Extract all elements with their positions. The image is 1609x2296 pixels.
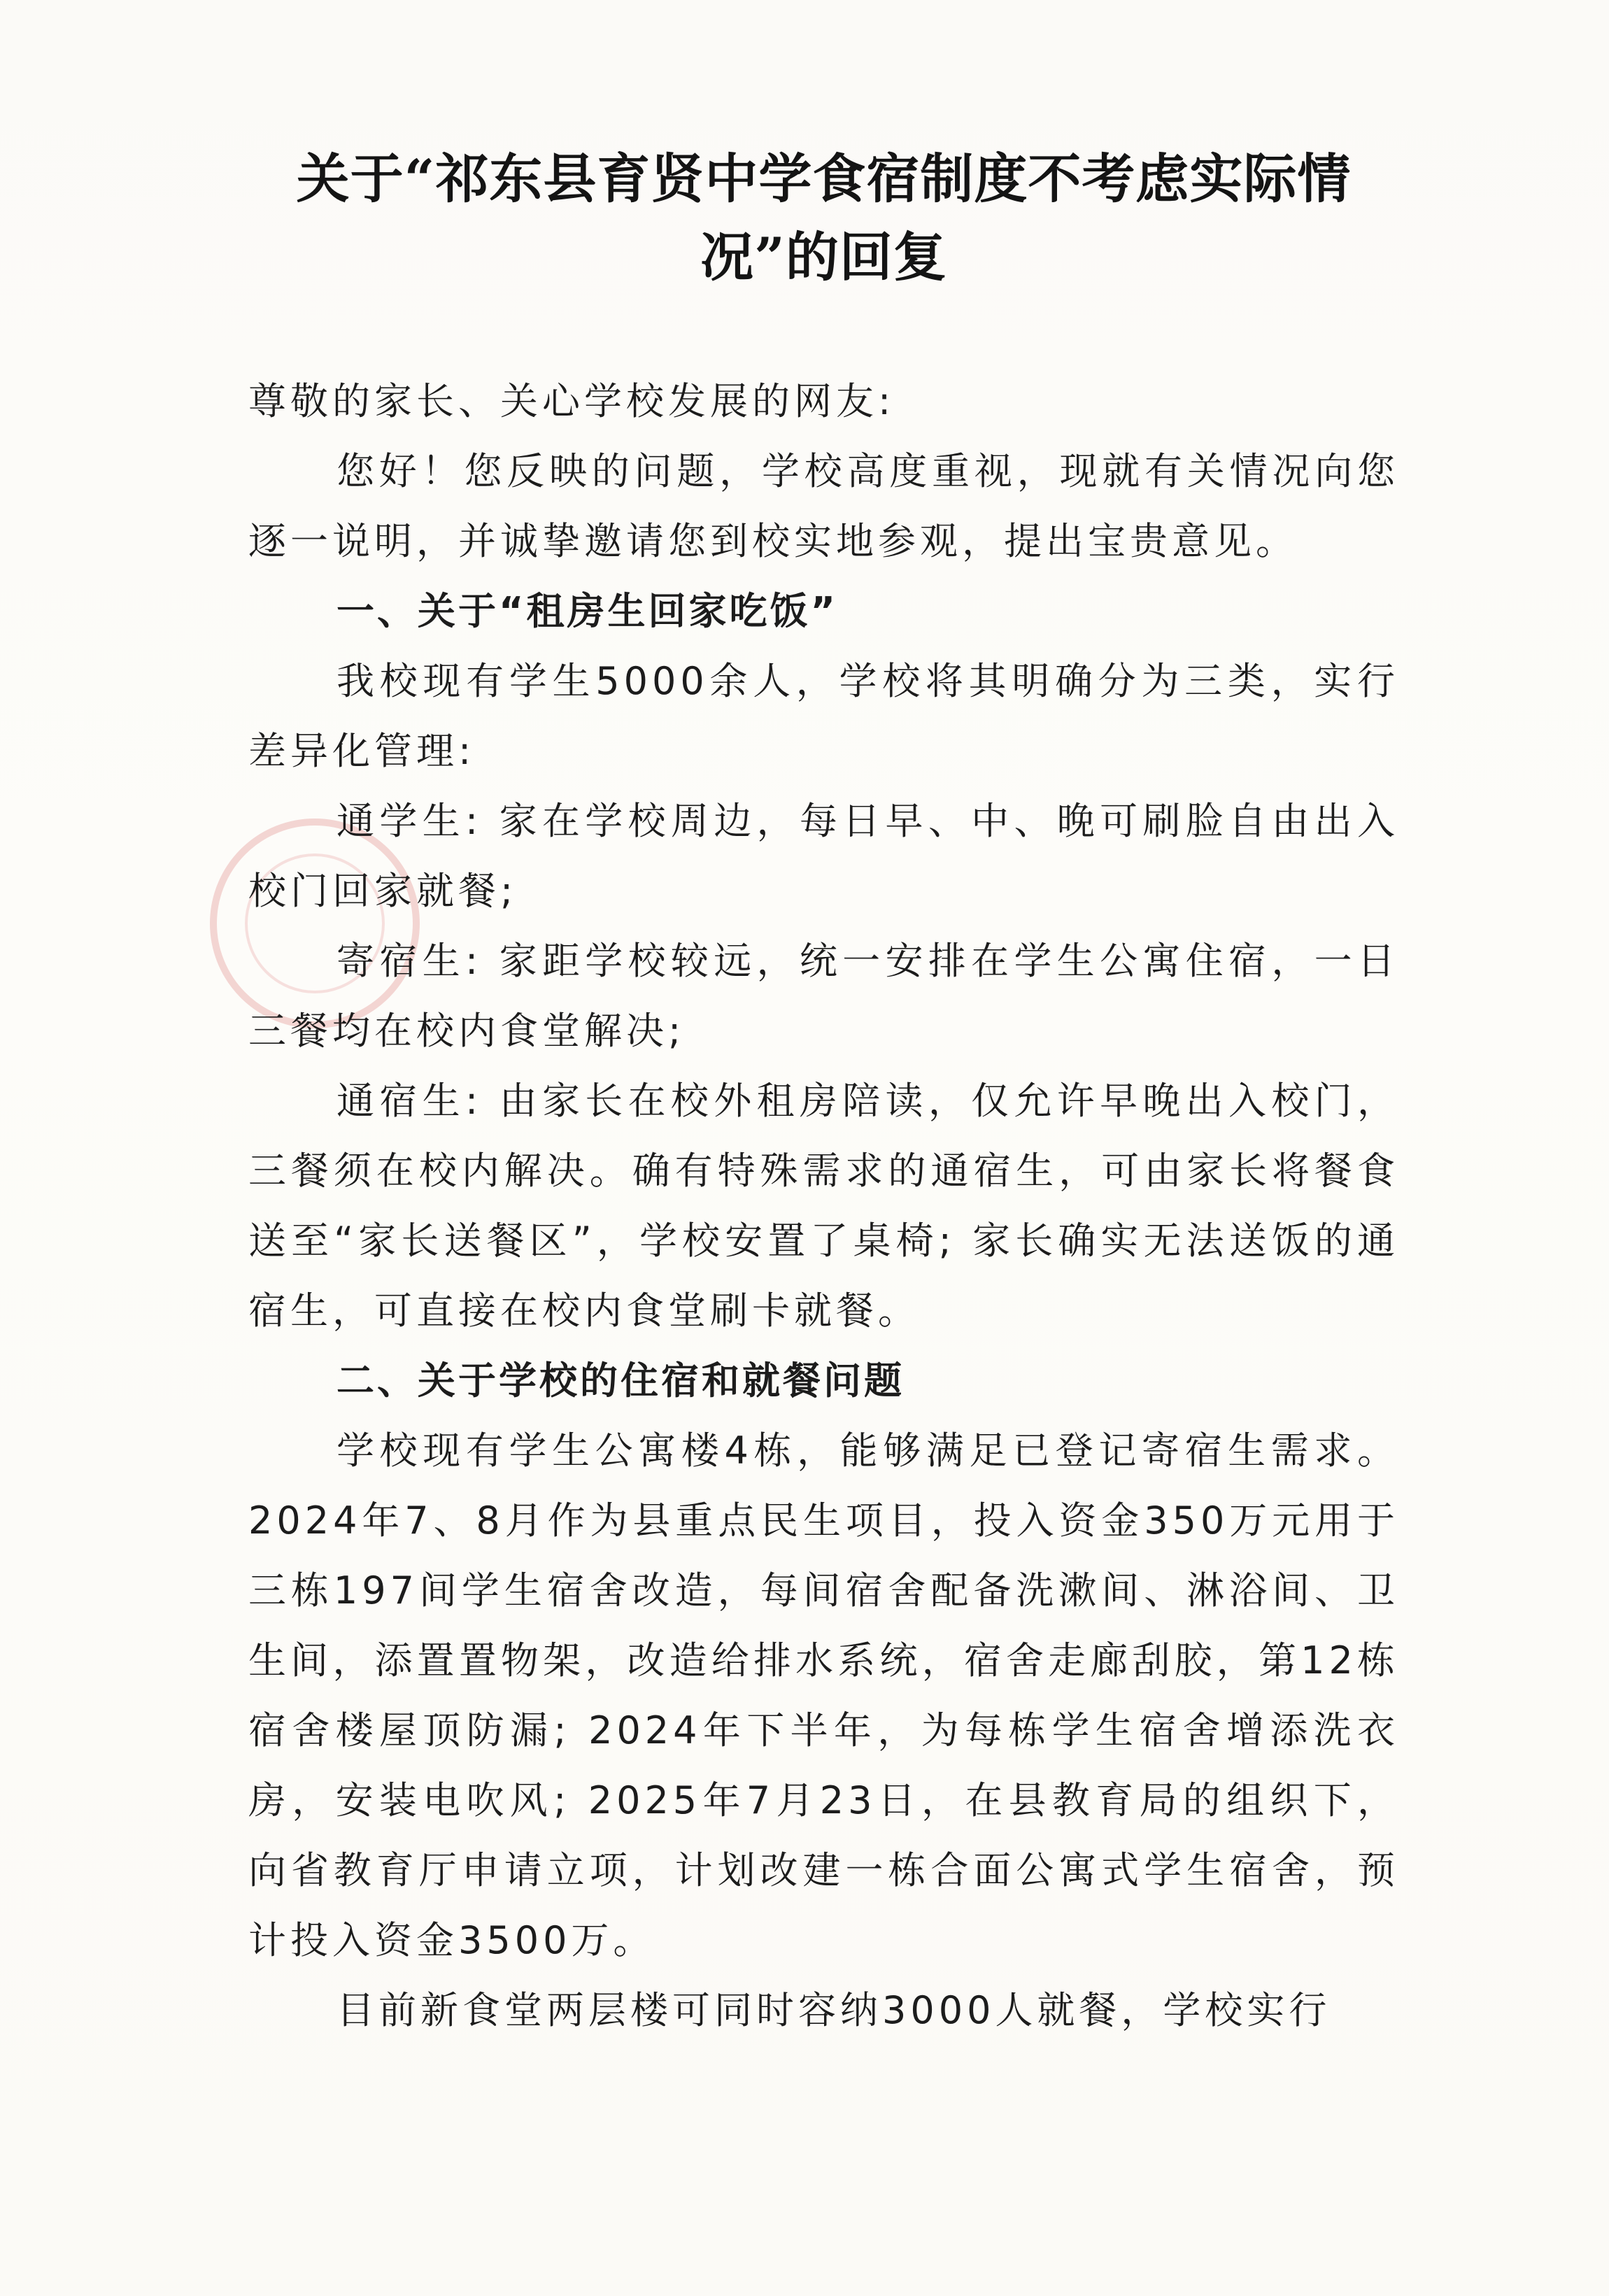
section-1-paragraph-4: 通宿生: 由家长在校外租房陪读，仅允许早晚出入校门，三餐须在校内解决。确有特殊需求的通宿生，可由家长将餐食送至“家长送餐区”，学校安置了桌椅; 家长确实无法送饭的通宿生，可直接在校内食堂刷卡就餐。 [248,1079,1399,1333]
section-1-heading: 一、关于“租房生回家吃饭” [336,589,838,633]
section-2-paragraph-2: 目前新食堂两层楼可同时容纳3000人就餐，学校实行 [336,1988,1331,2032]
intro-paragraph: 您好！您反映的问题，学校高度重视，现就有关情况向您逐一说明，并诚挚邀请您到校实地参观，提出宝贵意见。 [248,449,1399,563]
document-body [248,140,1399,2046]
section-2-heading: 二、关于学校的住宿和就餐问题 [336,1359,905,1403]
section-1-paragraph-2: 通学生: 家在学校周边，每日早、中、晚可刷脸自由出入校门回家就餐; [248,799,1399,913]
section-2-paragraph-1: 学校现有学生公寓楼4栋，能够满足已登记寄宿生需求。2024年7、8月作为县重点民生项目，投入资金350万元用于三栋197间学生宿舍改造，每间宿舍配备洗漱间、淋浴间、卫生间，添置置物架，改造给排水系统，宿舍走廊刮胶，第12栋宿舍楼屋顶防漏; 2024年下半年，为每栋学生宿舍增添洗衣房，安装电吹风; 2025年7月23日，在县教育局的组织下，向省教育厅申请立项，计划改建一栋合面公寓式学生宿舍，预计投入资金3500万。 [248,1429,1399,1962]
salutation: 尊敬的家长、关心学校发展的网友: [248,379,895,423]
document-title: 关于“祁东县育贤中学食宿制度不考虑实际情况”的回复 [296,148,1352,288]
section-1-paragraph-1: 我校现有学生5000余人，学校将其明确分为三类，实行差异化管理: [248,659,1399,773]
section-1-paragraph-3: 寄宿生: 家距学校较远，统一安排在学生公寓住宿，一日三餐均在校内食堂解决; [248,939,1399,1053]
